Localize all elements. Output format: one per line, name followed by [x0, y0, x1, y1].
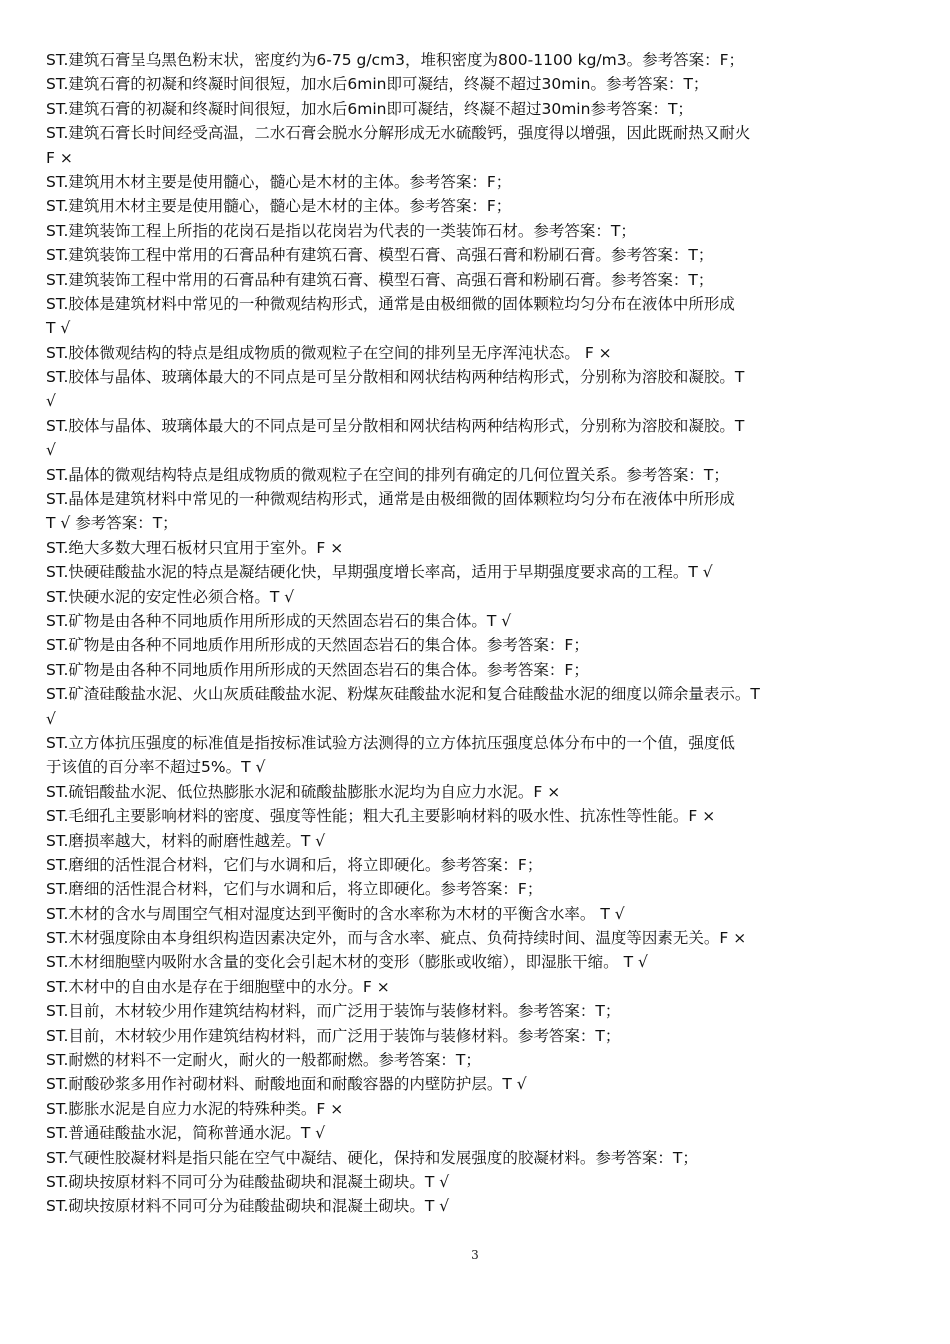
text-line: ST.硫铝酸盐水泥、低位热膨胀水泥和硫酸盐膨胀水泥均为自应力水泥。F × [46, 782, 561, 801]
text-line: ST.胶体微观结构的特点是组成物质的微观粒子在空间的排列呈无序浑沌状态。 F × [46, 343, 612, 362]
text-line: ST.磨细的活性混合材料，它们与水调和后，将立即硬化。参考答案：F； [46, 855, 543, 874]
text-line: ST.砌块按原材料不同可分为硅酸盐砌块和混凝土砌块。T √ [46, 1197, 450, 1216]
text-line: ST.建筑装饰工程中常用的石膏品种有建筑石膏、模型石膏、高强石膏和粉刷石膏。参考答案：T； [46, 270, 714, 289]
text-line: ST.立方体抗压强度的标准值是指按标准试验方法测得的立方体抗压强度总体分布中的一个值，强度低 [46, 733, 735, 752]
text-line: ST.目前，木材较少用作建筑结构材料，而广泛用于装饰与装修材料。参考答案：T； [46, 1026, 621, 1045]
text-line: ST.木材中的自由水是存在于细胞壁中的水分。F × [46, 977, 390, 996]
text-line: ST.普通硅酸盐水泥，简称普通水泥。T √ [46, 1124, 326, 1143]
text-line: ST.木材强度除由本身组织构造因素决定外，而与含水率、疵点、负荷持续时间、温度等因素无关。F × [46, 929, 747, 948]
text-line: ST.建筑装饰工程上所指的花岗石是指以花岗岩为代表的一类装饰石材。参考答案：T； [46, 221, 636, 240]
text-line: ST.胶体是建筑材料中常见的一种微观结构形式，通常是由极细微的固体颗粒均匀分布在液体中所形成 [46, 294, 735, 313]
text-line: ST.耐酸砂浆多用作衬砌材料、耐酸地面和耐酸容器的内壁防护层。T √ [46, 1075, 527, 1094]
text-line: √ [46, 709, 56, 728]
text-line: ST.晶体的微观结构特点是组成物质的微观粒子在空间的排列有确定的几何位置关系。参考答案：T； [46, 465, 729, 484]
text-line: ST.快硬硅酸盐水泥的特点是凝结硬化快，早期强度增长率高，适用于早期强度要求高的工程。T √ [46, 563, 713, 582]
text-line: ST.绝大多数大理石板材只宜用于室外。F × [46, 538, 344, 557]
text-line: ST.木材的含水与周围空气相对湿度达到平衡时的含水率称为木材的平衡含水率。 T √ [46, 904, 625, 923]
text-line: ST.建筑石膏长时间经受高温，二水石膏会脱水分解形成无水硫酸钙，强度得以增强，因此既耐热又耐火 [46, 124, 751, 143]
text-line: T √ 参考答案：T； [46, 514, 178, 533]
page-number: 3 [471, 1248, 479, 1262]
text-line: ST.膨胀水泥是自应力水泥的特殊种类。F × [46, 1099, 344, 1118]
text-line: ST.胶体与晶体、玻璃体最大的不同点是可呈分散相和网状结构两种结构形式，分别称为溶胶和凝胶。T [46, 416, 745, 435]
text-line: ST.建筑石膏的初凝和终凝时间很短，加水后6min即可凝结，终凝不超过30min。参考答案：T； [46, 75, 709, 94]
text-line: ST.磨细的活性混合材料，它们与水调和后，将立即硬化。参考答案：F； [46, 880, 543, 899]
text-line: F × [46, 148, 73, 167]
text-line: ST.毛细孔主要影响材料的密度、强度等性能；粗大孔主要影响材料的吸水性、抗冻性等性能。F × [46, 807, 716, 826]
text-line: ST.耐燃的材料不一定耐火，耐火的一般都耐燃。参考答案：T； [46, 1051, 481, 1070]
text-line: ST.建筑石膏的初凝和终凝时间很短，加水后6min即可凝结，终凝不超过30min参考答案：T； [46, 99, 693, 118]
text-line: √ [46, 392, 56, 411]
text-line: ST.砌块按原材料不同可分为硅酸盐砌块和混凝土砌块。T √ [46, 1172, 450, 1191]
text-line: 于该值的百分率不超过5%。T √ [46, 758, 266, 777]
text-line: ST.建筑用木材主要是使用髓心，髓心是木材的主体。参考答案：F； [46, 172, 512, 191]
text-line: ST.矿物是由各种不同地质作用所形成的天然固态岩石的集合体。参考答案：F； [46, 636, 589, 655]
text-line: ST.建筑装饰工程中常用的石膏品种有建筑石膏、模型石膏、高强石膏和粉刷石膏。参考答案：T； [46, 246, 714, 265]
text-line: ST.磨损率越大，材料的耐磨性越差。T √ [46, 831, 326, 850]
text-line: T √ [46, 319, 71, 338]
text-line: ST.快硬水泥的安定性必须合格。T √ [46, 587, 295, 606]
text-line: ST.建筑石膏呈乌黑色粉末状，密度约为6-75 g/cm3，堆积密度为800-1100 kg/m3。参考答案：F； [46, 51, 745, 69]
text-line: ST.矿物是由各种不同地质作用所形成的天然固态岩石的集合体。参考答案：F； [46, 660, 589, 679]
text-line: ST.矿渣硅酸盐水泥、火山灰质硅酸盐水泥、粉煤灰硅酸盐水泥和复合硅酸盐水泥的细度以筛余量表示。T [46, 685, 760, 704]
text-line: ST.胶体与晶体、玻璃体最大的不同点是可呈分散相和网状结构两种结构形式，分别称为溶胶和凝胶。T [46, 368, 745, 387]
text-line: ST.建筑用木材主要是使用髓心，髓心是木材的主体。参考答案：F； [46, 197, 512, 216]
page-body [46, 48, 908, 1219]
text-line: ST.目前，木材较少用作建筑结构材料，而广泛用于装饰与装修材料。参考答案：T； [46, 1002, 621, 1021]
text-line: ST.晶体是建筑材料中常见的一种微观结构形式，通常是由极细微的固体颗粒均匀分布在液体中所形成 [46, 490, 735, 509]
text-line: ST.木材细胞壁内吸附水含量的变化会引起木材的变形（膨胀或收缩），即湿胀干缩。 T √ [46, 953, 648, 972]
text-line: √ [46, 441, 56, 460]
text-line: ST.气硬性胶凝材料是指只能在空气中凝结、硬化，保持和发展强度的胶凝材料。参考答案：T； [46, 1148, 698, 1167]
text-line: ST.矿物是由各种不同地质作用所形成的天然固态岩石的集合体。T √ [46, 611, 512, 630]
